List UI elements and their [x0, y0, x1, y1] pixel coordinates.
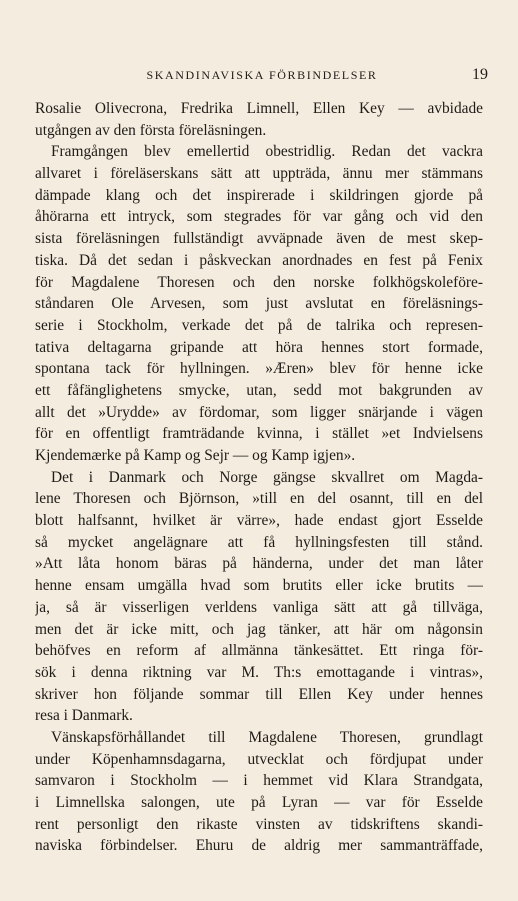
text-line: blott halfsannt, hvilket är värre», hade endast gjort Esselde: [35, 512, 483, 530]
text-line: resa i Danmark.: [35, 707, 133, 725]
paragraph-start-line: Framgången blev emellertid obestridlig. Redan det vackra: [51, 143, 483, 161]
text-line: ett fåfänglighetens smycke, utan, sedd mot bakgrunden av: [35, 381, 483, 399]
text-line: utgången av den första föreläsningen.: [35, 121, 267, 139]
text-line: Rosalie Olivecrona, Fredrika Limnell, Ellen Key — avbidade: [35, 100, 483, 117]
text-line: Kjendemærke på Kamp og Sejr — og Kamp igjen».: [35, 447, 356, 464]
text-line: naviska förbindelser. Ehuru de aldrig mer sammanträffade,: [35, 837, 483, 855]
text-line: i Limnellska salongen, ute på Lyran — var för Esselde: [35, 794, 483, 811]
text-line: tativa deltagarna gripande att höra hennes stort formade,: [35, 338, 483, 356]
text-line: ja, så är visserligen verldens vanliga sätt att gå tillväga,: [35, 598, 483, 616]
text-line: för Magdalene Thoresen och den norske folkhögskoleföre-: [35, 273, 483, 291]
text-line: sök i denna riktning var M. Th:s emottagande i vintras»,: [35, 663, 483, 681]
text-line: samvaron i Stockholm — i hemmet vid Klara Strandgata,: [35, 772, 483, 790]
text-line: under Köpenhamnsdagarna, utvecklat och fördjupat under: [35, 750, 483, 768]
paragraph-start-line: Vänskapsförhållandet till Magdalene Thoresen, grundlagt: [51, 728, 483, 746]
text-line: för en offentligt framträdande kvinna, i stället »et Indvielsens: [35, 425, 483, 443]
text-line: lene Thoresen och Björnson, »till en del osannt, till en del: [35, 490, 483, 508]
page-header: [36, 66, 488, 86]
text-line: ståndaren Ole Arvesen, som just avslutat en föreläsnings-: [35, 295, 483, 313]
text-line: åhörarna ett intryck, som stegrades för var gång och vid den: [35, 208, 483, 226]
text-line: spontana tack för hyllningen. »Æren» blev för henne icke: [35, 360, 483, 378]
running-title: SKANDINAVISKA FÖRBINDELSER: [146, 68, 378, 82]
body-text: [35, 98, 483, 857]
text-line: henne ensam umgälla hvad som brutits eller icke brutits —: [35, 577, 483, 595]
text-line: rent personligt den rikaste vinsten av tidskriftens skandi-: [35, 815, 483, 833]
text-line: »Att låta honom bäras på händerna, under det man låter: [35, 555, 483, 573]
page-number: 19: [472, 66, 488, 83]
text-line: behöfves en reform af allmänna tänkesättet. Ett ringa för-: [35, 642, 483, 660]
text-line: skriver hon följande sommar till Ellen Key under hennes: [35, 685, 483, 703]
text-line: men det är icke mitt, och jag tänker, att här om någonsin: [35, 620, 483, 638]
text-line: dämpade klang och det inspirerade i skildringen gjorde på: [35, 186, 483, 204]
text-line: så mycket angelägnare att få hyllningsfesten till stånd.: [35, 533, 483, 551]
text-line: allt det »Urydde» av fördomar, som ligger snärjande i vägen: [35, 403, 483, 421]
text-line: sista föreläsningen fullständigt avväpnade även de mest skep-: [35, 230, 483, 248]
paragraph-start-line: Det i Danmark och Norge gängse skvallret om Magda-: [51, 468, 483, 486]
text-line: allvaret i föreläserskans sätt att uppträda, ännu mer stämmans: [35, 165, 483, 183]
text-line: serie i Stockholm, verkade det på de talrika och represen-: [35, 316, 483, 334]
text-line: tiska. Då det sedan i påskveckan anordnades en fest på Fenix: [35, 251, 483, 269]
